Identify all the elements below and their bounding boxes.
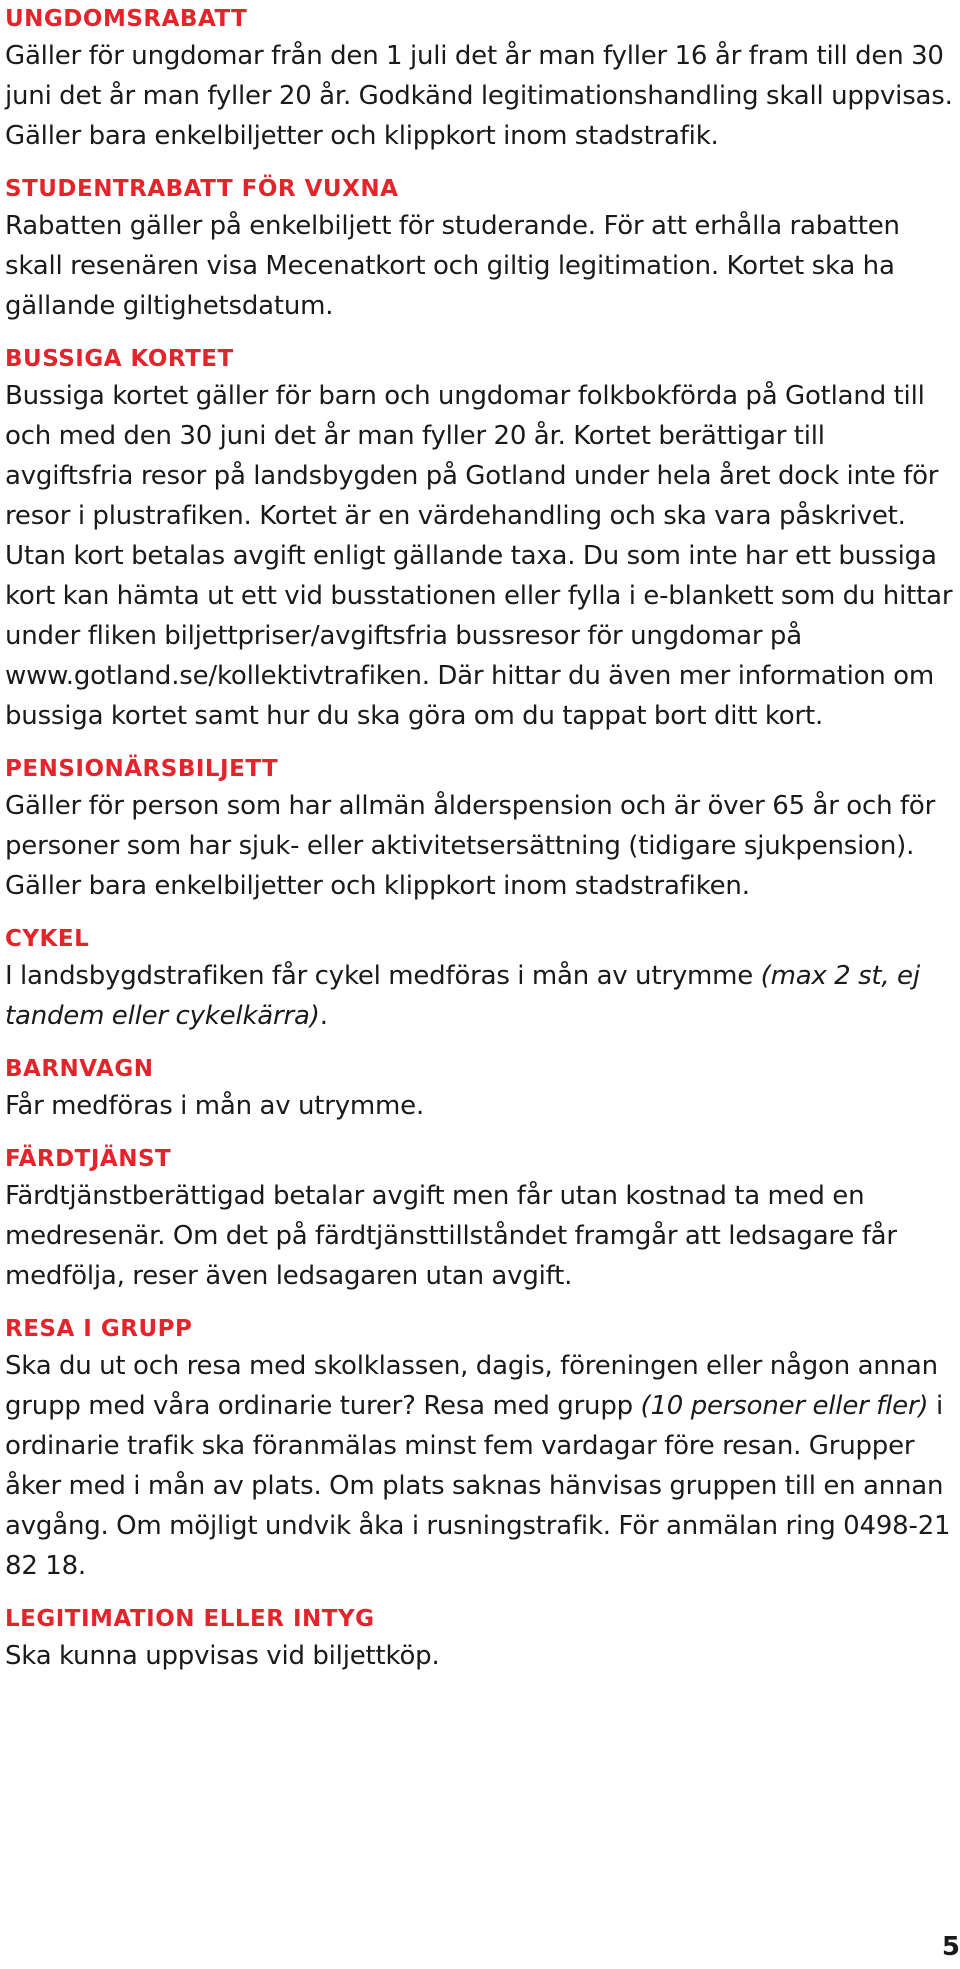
section-heading: BUSSIGA KORTET <box>5 346 234 372</box>
section-body: Gäller för ungdomar från den 1 juli det år man fyller 16 år fram till den 30 juni det år man fyller 20 år. Godkänd legitimationshandling skall uppvisas. Gäller bara enkelbiljetter och klippkort inom stadstrafik. <box>5 41 953 151</box>
section-heading: FÄRDTJÄNST <box>5 1146 172 1172</box>
section-pensionarsbiljett <box>5 750 953 906</box>
section-cykel <box>5 920 953 1036</box>
section-resa-i-grupp <box>5 1310 953 1586</box>
section-body <box>5 1346 953 1586</box>
section-body: Får medföras i mån av utrymme. <box>5 1091 425 1121</box>
section-heading: LEGITIMATION ELLER INTYG <box>5 1606 375 1632</box>
section-legitimation <box>5 1600 953 1676</box>
section-body: Bussiga kortet gäller för barn och ungdomar folkbokförda på Gotland till och med den 30 juni det år man fyller 20 år. Kortet berättigar till avgiftsfria resor på landsbygden på Gotland under hela året dock inte för resor i plustrafiken. Kortet är en värdehandling och ska vara påskrivet. Utan kort betalas avgift enligt gällande taxa. Du som inte har ett bussiga kort kan hämta ut ett vid busstationen eller fylla i e-blankett som du hittar under fliken biljettpriser/avgiftsfria bussresor för ungdomar på www.gotland.se/kollektivtrafiken. Där hittar du även mer information om bussiga kortet samt hur du ska göra om du tappat bort ditt kort. <box>5 381 953 731</box>
section-bussiga-kortet <box>5 340 953 736</box>
body-text: i ordinarie trafik ska föranmälas minst fem vardagar före resan. Grupper åker med i mån av plats. Om plats saknas hänvisas gruppen till en annan avgång. Om möjligt undvik åka i rusningstrafik. För anmälan ring 0498-21 82 18. <box>5 1391 951 1581</box>
body-text: Ska du ut och resa med skolklassen, dagis, föreningen eller någon annan grupp med våra ordinarie turer? Resa med grupp <box>5 1351 938 1421</box>
body-italic-note: (max 2 st, ej tandem eller cykelkärra) <box>5 961 920 1031</box>
body-text: I landsbygdstrafiken får cykel medföras i mån av utrymme <box>5 961 761 991</box>
section-heading: PENSIONÄRSBILJETT <box>5 756 279 782</box>
section-ungdomsrabatt <box>5 0 953 156</box>
section-heading: CYKEL <box>5 926 90 952</box>
section-barnvagn <box>5 1050 953 1126</box>
section-studentrabatt <box>5 170 953 326</box>
section-body <box>5 956 953 1036</box>
section-body: Färdtjänstberättigad betalar avgift men får utan kostnad ta med en medresenär. Om det på färdtjänsttillståndet framgår att ledsagare får medfölja, reser även ledsagaren utan avgift. <box>5 1181 897 1291</box>
document-page <box>5 0 953 1676</box>
section-body: Ska kunna uppvisas vid biljettköp. <box>5 1641 440 1671</box>
section-heading: BARNVAGN <box>5 1056 154 1082</box>
section-heading: STUDENTRABATT FÖR VUXNA <box>5 176 399 202</box>
section-body: Gäller för person som har allmän ålderspension och är över 65 år och för personer som har sjuk- eller aktivitetsersättning (tidigare sjukpension). Gäller bara enkelbiljetter och klippkort inom stadstrafiken. <box>5 791 936 901</box>
section-heading: UNGDOMSRABATT <box>5 6 248 32</box>
page-number: 5 <box>941 1932 960 1962</box>
section-fardtjanst <box>5 1140 953 1296</box>
body-text: . <box>319 1001 328 1031</box>
section-heading: RESA I GRUPP <box>5 1316 193 1342</box>
body-italic-note: (10 personer eller fler) <box>640 1391 929 1421</box>
section-body: Rabatten gäller på enkelbiljett för studerande. För att erhålla rabatten skall resenären visa Mecenatkort och giltig legitimation. Kortet ska ha gällande giltighetsdatum. <box>5 211 900 321</box>
